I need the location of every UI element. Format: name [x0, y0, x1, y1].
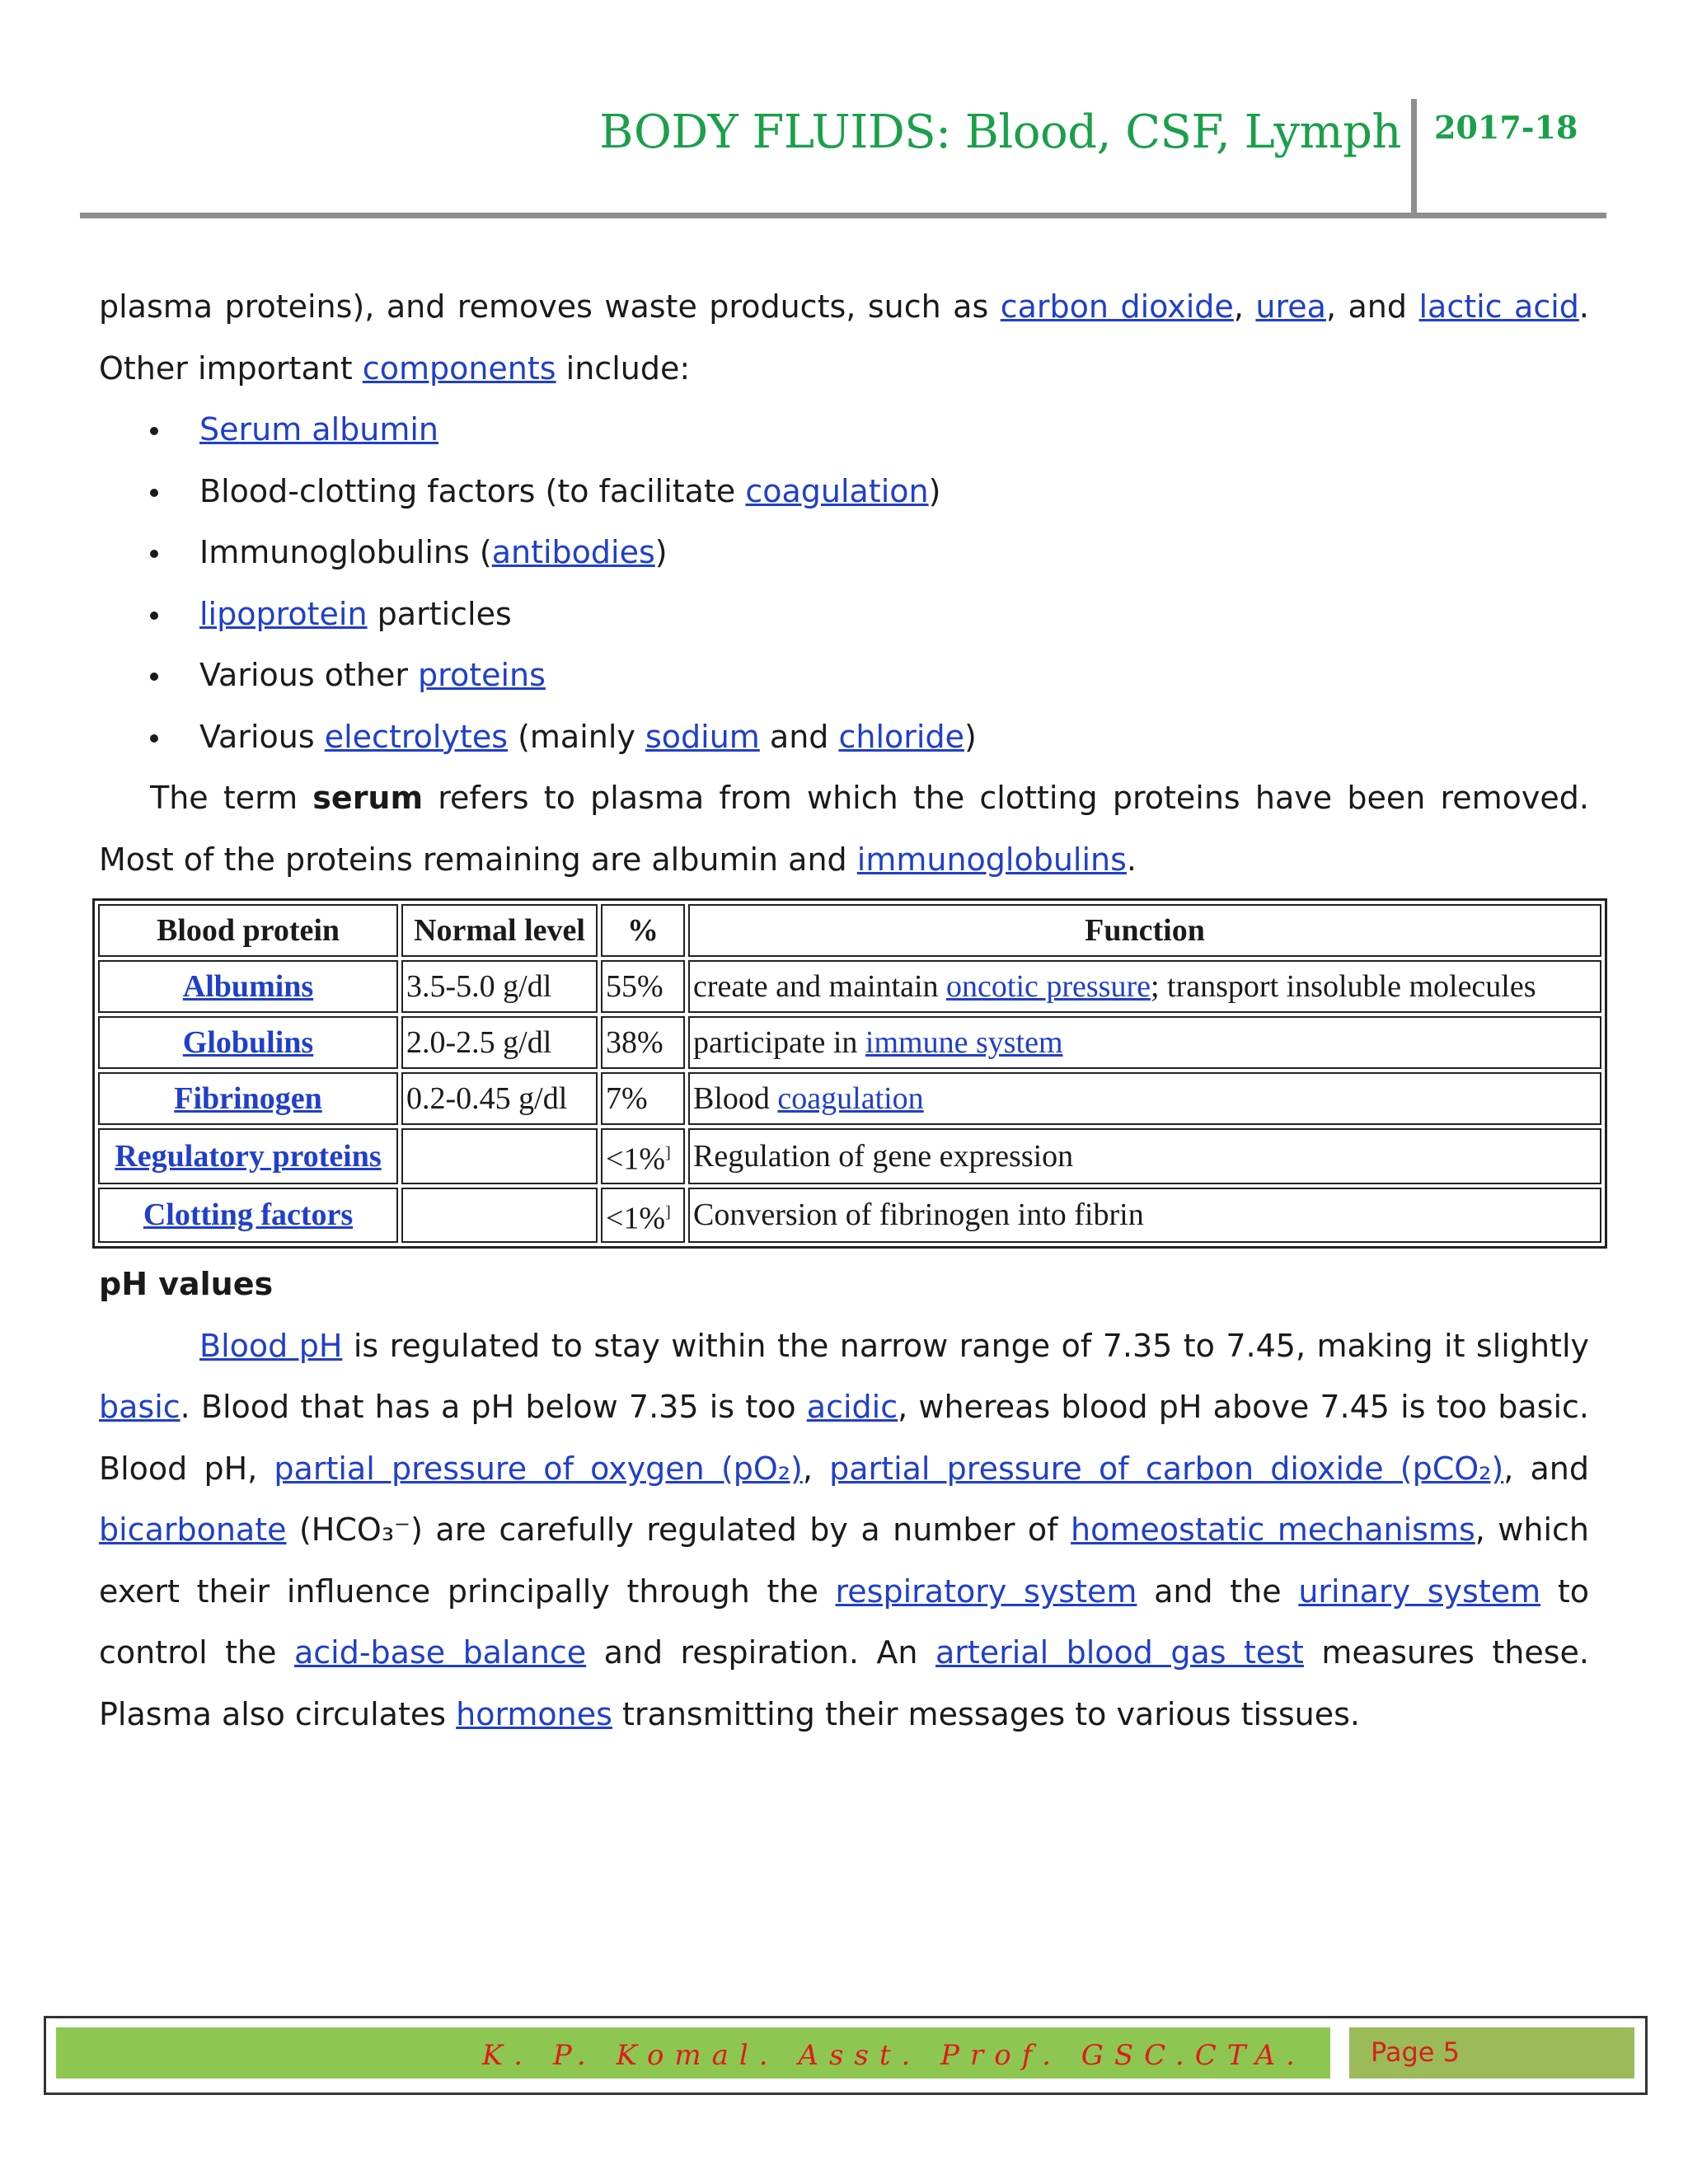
blood-protein-table	[92, 898, 1607, 1249]
intro-line-1: plasma proteins), and removes waste products, such as carbon dioxide, urea, and lactic acid.	[99, 288, 1590, 325]
link-urea[interactable]: urea	[1255, 288, 1326, 325]
cell-function: create and maintain oncotic pressure; transport insoluble molecules	[688, 960, 1601, 1013]
link-bicarbonate[interactable]: bicarbonate	[99, 1511, 287, 1549]
link-antibodies[interactable]: antibodies	[491, 534, 655, 570]
link-immune-system[interactable]: immune system	[865, 1025, 1063, 1060]
cell-level: 3.5-5.0 g/dl	[401, 960, 598, 1013]
cell-percent: 38%	[601, 1016, 685, 1069]
table-header-row	[98, 904, 1601, 957]
link-serum-albumin[interactable]: Serum albumin	[199, 411, 439, 448]
header-divider	[1411, 99, 1417, 214]
link-coagulation-table[interactable]: coagulation	[777, 1081, 924, 1116]
cell-level	[401, 1128, 598, 1184]
link-homeostatic-mechanisms[interactable]: homeostatic mechanisms	[1071, 1511, 1475, 1549]
link-basic[interactable]: basic	[99, 1389, 181, 1426]
cell-level: 2.0-2.5 g/dl	[401, 1016, 598, 1069]
section-heading-ph: pH values	[99, 1266, 274, 1303]
link-components[interactable]: components	[362, 349, 556, 387]
link-chloride[interactable]: chloride	[838, 718, 964, 755]
cell-percent: 7%	[601, 1072, 685, 1125]
serum-term: serum	[312, 780, 424, 816]
link-po2[interactable]: partial pressure of oxygen (pO₂)	[274, 1450, 803, 1487]
link-lipoprotein[interactable]: lipoprotein	[199, 595, 368, 632]
list-item: Various electrolytes (mainly sodium and chloride)	[99, 706, 1589, 768]
link-arterial-blood-gas-test[interactable]: arterial blood gas test	[935, 1634, 1304, 1671]
cell-function: Blood coagulation	[688, 1072, 1601, 1125]
link-respiratory-system[interactable]: respiratory system	[835, 1572, 1137, 1610]
cell-function: participate in immune system	[688, 1016, 1601, 1069]
table-row	[98, 960, 1601, 1013]
header-year: 2017-18	[1434, 109, 1578, 146]
link-acid-base-balance[interactable]: acid-base balance	[293, 1634, 587, 1671]
ph-paragraph: Blood pH is regulated to stay within the narrow range of 7.35 to 7.45, making it slightly basic. Blood that has a pH below 7.35 is too acidic, whereas blood pH above 7.45 is too basic. Blood pH, partial pressure of oxygen (pO₂), partial pressure of carbon dioxide (pCO₂), and bicarbonate (HCO₃⁻) are carefully regulated by a number of homeostatic mechanisms, which exert their influence principally through the respiratory system and the urinary system to control the acid-base balance and respiration. An arterial blood gas test measures these. Plasma also circulates hormones transmitting their messages to various tissues.	[99, 1327, 1590, 1732]
cell-level	[401, 1188, 598, 1244]
list-item	[99, 399, 1589, 461]
components-list	[99, 399, 1589, 767]
col-header-function: Function	[688, 904, 1601, 957]
link-carbon-dioxide[interactable]: carbon dioxide	[1000, 288, 1234, 325]
header-rule	[80, 213, 1606, 218]
link-clotting-factors[interactable]: Clotting factors	[143, 1197, 354, 1233]
col-header-normal-level: Normal level	[401, 904, 598, 957]
cell-percent: <1%]	[601, 1188, 685, 1244]
col-header-blood-protein: Blood protein	[98, 904, 398, 957]
serum-paragraph: The term serum refers to plasma from which the clotting proteins have been removed. Most of the proteins remaining are albumin and immunoglobulins.	[99, 780, 1589, 878]
link-oncotic-pressure[interactable]: oncotic pressure	[946, 969, 1151, 1004]
list-item: Immunoglobulins (antibodies)	[99, 522, 1589, 583]
link-sodium[interactable]: sodium	[645, 718, 760, 755]
link-acidic[interactable]: acidic	[806, 1389, 898, 1426]
link-fibrinogen[interactable]: Fibrinogen	[174, 1081, 322, 1116]
col-header-percent: %	[601, 904, 685, 957]
link-blood-ph[interactable]: Blood pH	[199, 1327, 343, 1364]
link-albumins[interactable]: Albumins	[182, 969, 314, 1004]
link-immunoglobulins[interactable]: immunoglobulins	[856, 841, 1127, 878]
page-header-title: BODY FLUIDS: Blood, CSF, Lymph	[599, 105, 1401, 159]
cell-function: Regulation of gene expression	[688, 1128, 1601, 1184]
table-row	[98, 1016, 1601, 1069]
link-urinary-system[interactable]: urinary system	[1298, 1572, 1541, 1610]
table-row	[98, 1128, 1601, 1184]
ref-marker: ]	[665, 1144, 671, 1162]
table-row	[98, 1072, 1601, 1125]
page-content	[99, 276, 1589, 1745]
link-lactic-acid[interactable]: lactic acid	[1418, 288, 1579, 325]
cell-level: 0.2-0.45 g/dl	[401, 1072, 598, 1125]
link-hormones[interactable]: hormones	[456, 1695, 612, 1732]
list-item: Various other proteins	[99, 644, 1589, 706]
footer-author: K. P. Komal. Asst. Prof. GSC.CTA.	[56, 2027, 1330, 2079]
link-coagulation[interactable]: coagulation	[745, 472, 929, 509]
cell-function: Conversion of fibrinogen into fibrin	[688, 1188, 1601, 1244]
link-globulins[interactable]: Globulins	[182, 1025, 314, 1060]
list-item: Blood-clotting factors (to facilitate coagulation)	[99, 461, 1589, 523]
link-electrolytes[interactable]: electrolytes	[324, 718, 509, 755]
intro-line-2: Other important components include:	[99, 349, 691, 387]
ref-marker: ]	[665, 1202, 671, 1221]
page-number: Page 5	[1349, 2027, 1634, 2079]
cell-percent: 55%	[601, 960, 685, 1013]
list-item: lipoprotein particles	[99, 583, 1589, 645]
link-proteins[interactable]: proteins	[418, 657, 546, 693]
table-row	[98, 1188, 1601, 1244]
link-pco2[interactable]: partial pressure of carbon dioxide (pCO₂)	[829, 1450, 1504, 1487]
cell-percent: <1%]	[601, 1128, 685, 1184]
link-regulatory-proteins[interactable]: Regulatory proteins	[115, 1138, 382, 1174]
